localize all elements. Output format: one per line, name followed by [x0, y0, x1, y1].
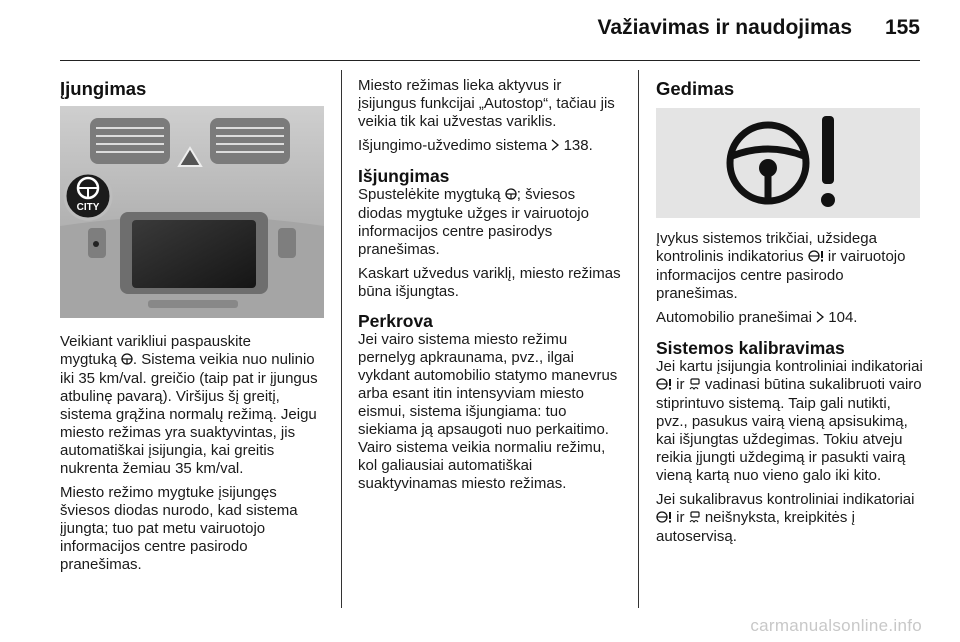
- paragraph: Miesto režimo mygtuke įsijungęs šviesos diodas nurodo, kad sistema įjungta; tuo pat metu vairuotojo informacijos centre pasirodo pranešimas.: [60, 484, 298, 573]
- watermark: carmanualsonline.info: [750, 616, 922, 635]
- paragraph: Įvykus sistemos trikčiai, užsidega kontrolinis indikatorius ir vairuotojo informacijos centre pasirodo pranešimas.: [656, 230, 906, 302]
- paragraph: Miesto režimas lieka aktyvus ir įsijungus funkcijai „Autostop“, tačiau jis veikia tik kai užvestas variklis.: [358, 77, 615, 130]
- page-ref-arrow-icon: [816, 310, 824, 328]
- city-button-label: CITY: [76, 202, 100, 213]
- steering-warning-indicator-icon: [808, 249, 824, 267]
- header-rule: [60, 60, 920, 61]
- paragraph: Jei kartu įsijungia kontroliniai indikatoriai ir vadinasi būtina sukalibruoti vairo stiprintuvo sistemą. Taip gali nutikti, pvz., pasukus vairą vieną apsisukimą, kai išjungtas uždegimas. Tokiu atveju reikia įjungti uždegimą ir pasukti vairą vieną kartą nuo vieno galo iki kito.: [656, 358, 923, 484]
- cross-reference: Automobilio pranešimai 104.: [656, 309, 858, 326]
- steering-wheel-icon: [121, 352, 133, 370]
- page-number: 155: [884, 16, 920, 39]
- steering-wheel-icon: [505, 187, 517, 205]
- esc-indicator-icon: [689, 377, 701, 395]
- heading-ijungimas: Įjungimas: [60, 78, 147, 99]
- paragraph: Jei sukalibravus kontroliniai indikatoriai ir neišnyksta, kreipkitės į autoservisą.: [656, 491, 915, 545]
- dashboard-photo: [60, 106, 324, 318]
- steering-warning-indicator-icon: [656, 510, 672, 528]
- steering-warning-icon: [656, 108, 920, 218]
- paragraph: Spustelėkite mygtuką ; šviesos diodas mygtuke užges ir vairuotojo informacijos centre pasirodys pranešimas.: [358, 186, 589, 258]
- heading-isjungimas: Išjungimas: [358, 166, 450, 186]
- column-divider: [638, 70, 639, 608]
- page-ref-arrow-icon: [551, 138, 559, 156]
- heading-sistemos-kalibravimas: Sistemos kalibravimas: [656, 338, 845, 358]
- paragraph: Kaskart užvedus variklį, miesto režimas būna išjungtas.: [358, 265, 621, 300]
- paragraph: Jei vairo sistema miesto režimu pernelyg apkraunama, pvz., ilgai vykdant automobilio statymo manevrus arba esant itin intensyviam miesto eismui, sistema išjungiama: tuo siekiama ją apsaugoti nuo perkaitimo. Vairo sistema veikia normaliu režimu, kol galiausiai automatiškai suaktyvinamas miesto režimas.: [358, 331, 618, 492]
- heading-perkrova: Perkrova: [358, 311, 433, 331]
- esc-indicator-icon: [689, 510, 701, 528]
- paragraph: Veikiant varikliui paspauskite mygtuką . Sistema veikia nuo nulinio iki 35 km/val. greičio (taip pat ir įjungus atbulinę pavarą). Viršijus šį greitį, sistema grąžina normalų režimą. Jeigu miesto režimas yra suaktyvintas, jis automatiškai įsijungia, kai greitis nukrenta žemiau 35 km/val.: [60, 333, 318, 477]
- cross-reference: Išjungimo-užvedimo sistema 138.: [358, 137, 593, 154]
- steering-warning-indicator-icon: [656, 377, 672, 395]
- column-divider: [341, 70, 342, 608]
- heading-gedimas: Gedimas: [656, 78, 735, 99]
- page-header-title: Važiavimas ir naudojimas: [597, 16, 852, 39]
